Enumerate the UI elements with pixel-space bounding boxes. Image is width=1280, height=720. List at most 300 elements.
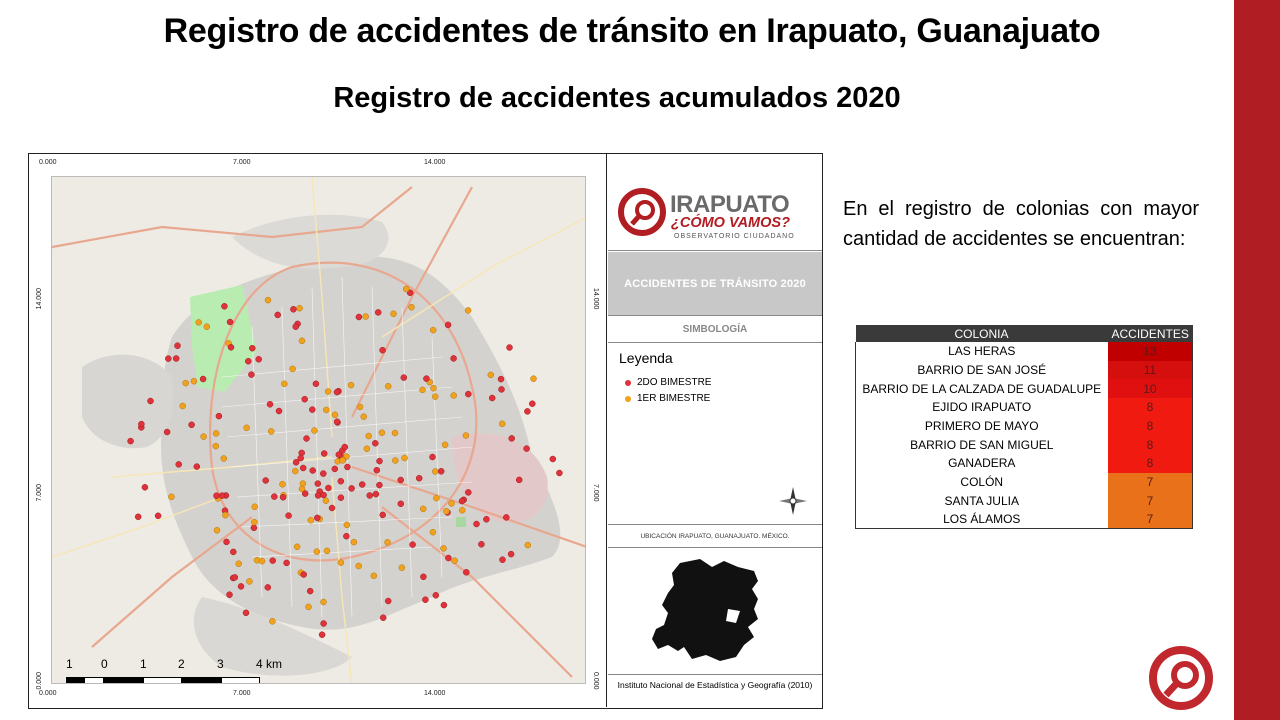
accident-point — [321, 492, 327, 498]
accidentes-cell: 7 — [1108, 510, 1193, 529]
accident-point — [432, 394, 438, 400]
accident-point — [246, 578, 252, 584]
accident-point — [392, 458, 398, 464]
accident-point — [409, 304, 415, 310]
accident-point — [228, 344, 234, 350]
accident-point — [356, 563, 362, 569]
accident-point — [265, 584, 271, 590]
colonia-cell: GANADERA — [856, 454, 1108, 473]
accident-point — [304, 436, 310, 442]
scale-label-3: 3 — [217, 657, 224, 671]
accident-point — [194, 464, 200, 470]
accident-point — [315, 493, 321, 499]
accident-point — [213, 443, 219, 449]
logo-main-text: IRAPUATO — [670, 191, 790, 218]
accident-point — [488, 372, 494, 378]
accident-point — [309, 407, 315, 413]
legend-item-1er — [625, 393, 710, 404]
accident-point — [401, 375, 407, 381]
accident-point — [270, 558, 276, 564]
scale-label-0: 0 — [101, 657, 108, 671]
map-title: ACCIDENTES DE TRÁNSITO 2020 — [624, 277, 806, 290]
accident-point — [338, 478, 344, 484]
accident-point — [363, 314, 369, 320]
accident-point — [263, 478, 269, 484]
right-brand-band — [1234, 0, 1280, 720]
observatory-logo-icon — [618, 188, 666, 236]
accident-point — [173, 356, 179, 362]
location-cell — [608, 526, 822, 548]
accident-point — [509, 435, 515, 441]
accident-point — [138, 421, 144, 427]
accident-point — [294, 544, 300, 550]
header-colonia: COLONIA — [856, 325, 1108, 342]
scale-seg — [104, 677, 143, 684]
accidentes-cell: 11 — [1108, 361, 1193, 380]
scale-bar — [66, 657, 300, 684]
accident-point — [164, 429, 170, 435]
accident-point — [338, 560, 344, 566]
accident-point — [323, 407, 329, 413]
accident-point — [227, 319, 233, 325]
accident-point — [357, 404, 363, 410]
coord-right-2: 0.000 — [592, 672, 599, 690]
accident-point — [375, 309, 381, 315]
accident-point — [465, 391, 471, 397]
accident-point — [325, 485, 331, 491]
accident-point — [292, 468, 298, 474]
coord-top-1: 7.000 — [233, 159, 251, 166]
simbologia-cell — [608, 317, 822, 343]
accident-point — [183, 380, 189, 386]
accident-point — [321, 599, 327, 605]
accident-point — [438, 468, 444, 474]
accident-point — [290, 306, 296, 312]
coord-right-1: 7.000 — [592, 484, 599, 502]
accident-point — [196, 319, 202, 325]
urban-area-west — [82, 355, 173, 449]
accident-point — [420, 574, 426, 580]
coord-right-0: 14.000 — [592, 288, 599, 310]
accident-point — [356, 314, 362, 320]
accident-point — [214, 493, 220, 499]
accident-point — [142, 484, 148, 490]
accident-point — [320, 471, 326, 477]
accident-point — [245, 358, 251, 364]
scale-label-4km: 4 km — [256, 657, 283, 671]
accident-point — [374, 467, 380, 473]
table-body — [856, 342, 1193, 529]
accident-point — [392, 430, 398, 436]
map-base-svg — [52, 177, 586, 684]
accident-point — [306, 604, 312, 610]
accident-point — [176, 461, 182, 467]
logo-sub-text: ¿CÓMO VAMOS? — [671, 215, 790, 231]
accident-point — [348, 382, 354, 388]
accident-point — [380, 347, 386, 353]
accident-point — [293, 459, 299, 465]
accident-point — [334, 389, 340, 395]
colonia-cell: EJIDO IRAPUATO — [856, 398, 1108, 417]
accident-point — [248, 372, 254, 378]
accident-point — [321, 451, 327, 457]
accident-point — [175, 343, 181, 349]
corner-logo-icon — [1144, 645, 1219, 710]
accident-point — [340, 457, 346, 463]
accident-point — [349, 485, 355, 491]
accident-point — [403, 286, 409, 292]
accident-point — [398, 501, 404, 507]
accident-point — [430, 454, 436, 460]
accident-point — [232, 574, 238, 580]
accident-point — [200, 376, 206, 382]
accident-point — [344, 464, 350, 470]
accident-point — [300, 481, 306, 487]
accident-point — [268, 428, 274, 434]
accident-point — [524, 446, 530, 452]
accident-point — [516, 477, 522, 483]
accident-point — [391, 311, 397, 317]
guanajuato-state-silhouette — [608, 549, 822, 675]
accident-point — [301, 572, 307, 578]
accident-point — [314, 549, 320, 555]
accident-point — [259, 558, 265, 564]
accident-point — [385, 383, 391, 389]
coord-top-0: 0.000 — [39, 159, 57, 166]
accident-point — [238, 583, 244, 589]
location-label: UBICACIÓN IRAPUATO, GUANAJUATO. MÉXICO. — [640, 533, 790, 540]
accident-point — [489, 395, 495, 401]
accident-point — [300, 465, 306, 471]
accidentes-cell: 8 — [1108, 454, 1193, 473]
accident-point — [416, 475, 422, 481]
scale-seg — [182, 677, 221, 684]
legend-title: Leyenda — [619, 350, 673, 366]
accident-point — [550, 456, 556, 462]
accident-point — [433, 592, 439, 598]
accident-point — [463, 569, 469, 575]
accident-point — [201, 434, 207, 440]
accident-point — [556, 470, 562, 476]
colonia-cell: PRIMERO DE MAYO — [856, 417, 1108, 436]
map-canvas[interactable] — [51, 176, 586, 684]
accident-point — [191, 378, 197, 384]
accident-point — [420, 387, 426, 393]
accident-point — [373, 491, 379, 497]
accidentes-cell: 8 — [1108, 398, 1193, 417]
accident-point — [338, 495, 344, 501]
accident-point — [293, 324, 299, 330]
accident-point — [478, 541, 484, 547]
accident-point — [307, 588, 313, 594]
accident-point — [189, 422, 195, 428]
accident-point — [168, 494, 174, 500]
map-frame — [29, 154, 607, 707]
accident-point — [342, 444, 348, 450]
accident-point — [379, 430, 385, 436]
coord-bottom-1: 7.000 — [233, 690, 251, 697]
colonia-cell: COLÓN — [856, 473, 1108, 492]
accident-point — [430, 529, 436, 535]
accident-point — [276, 408, 282, 414]
accident-point — [265, 297, 271, 303]
accident-point — [230, 549, 236, 555]
scale-label-1: 1 — [140, 657, 147, 671]
accident-point — [180, 403, 186, 409]
accident-point — [281, 381, 287, 387]
accident-point — [508, 551, 514, 557]
accident-point — [499, 386, 505, 392]
accidentes-cell: 8 — [1108, 417, 1193, 436]
accident-point — [271, 494, 277, 500]
table-row — [856, 417, 1193, 436]
source-label: Instituto Nacional de Estadística y Geografía (2010) — [617, 680, 813, 690]
accident-point — [498, 376, 504, 382]
accident-point — [474, 521, 480, 527]
table-row — [856, 473, 1193, 492]
accident-point — [155, 513, 161, 519]
accident-point — [219, 493, 225, 499]
accident-point — [324, 548, 330, 554]
table-row — [856, 361, 1193, 380]
north-arrow-icon — [778, 486, 808, 516]
table-row — [856, 492, 1193, 511]
coord-bottom-0: 0.000 — [39, 690, 57, 697]
accident-point — [280, 494, 286, 500]
accident-point — [128, 438, 134, 444]
red-dot-icon — [625, 380, 631, 386]
description-text: En el registro de colonias con mayor cantidad de accidentes se encuentran: — [843, 198, 1199, 250]
accident-point — [299, 450, 305, 456]
coord-left-0: 14.000 — [36, 288, 43, 310]
accident-point — [445, 322, 451, 328]
accident-point — [499, 421, 505, 427]
legend-item-label: 1ER BIMESTRE — [637, 393, 711, 404]
colonia-cell: SANTA JULIA — [856, 492, 1108, 511]
orange-dot-icon — [625, 396, 631, 402]
accident-point — [361, 414, 367, 420]
accident-point — [213, 430, 219, 436]
accident-point — [343, 533, 349, 539]
accident-point — [531, 376, 537, 382]
accident-point — [165, 356, 171, 362]
accident-point — [431, 385, 437, 391]
accident-point — [319, 632, 325, 638]
accident-point — [442, 442, 448, 448]
accident-point — [380, 615, 386, 621]
accident-point — [465, 489, 471, 495]
accident-point — [432, 469, 438, 475]
scale-seg — [143, 677, 182, 684]
accident-point — [410, 542, 416, 548]
coord-left-2: 0.000 — [36, 672, 43, 690]
accidentes-cell: 13 — [1108, 342, 1193, 361]
table-row — [856, 342, 1193, 361]
accident-point — [204, 324, 210, 330]
accident-point — [459, 507, 465, 513]
map-sheet — [28, 153, 823, 709]
table-row — [856, 398, 1193, 417]
accidentes-cell: 7 — [1108, 492, 1193, 511]
accident-point — [252, 504, 258, 510]
accident-point — [214, 527, 220, 533]
accident-point — [366, 433, 372, 439]
accident-point — [385, 539, 391, 545]
accident-point — [433, 495, 439, 501]
accident-point — [311, 428, 317, 434]
accident-point — [244, 425, 250, 431]
source-cell — [608, 676, 822, 707]
accident-point — [441, 545, 447, 551]
table-row — [856, 510, 1193, 529]
accident-point — [216, 413, 222, 419]
accident-point — [221, 456, 227, 462]
accidentes-cell: 8 — [1108, 435, 1193, 454]
accidentes-cell: 10 — [1108, 379, 1193, 398]
accident-point — [500, 557, 506, 563]
scale-label-1a: 1 — [66, 657, 73, 671]
scale-seg — [66, 677, 84, 684]
accident-point — [284, 560, 290, 566]
accident-point — [399, 565, 405, 571]
table-row — [856, 454, 1193, 473]
accident-point — [351, 539, 357, 545]
accident-point — [290, 366, 296, 372]
accident-point — [227, 592, 233, 598]
accident-point — [302, 396, 308, 402]
map-title-cell — [608, 252, 822, 316]
accident-point — [371, 573, 377, 579]
accident-point — [443, 508, 449, 514]
accident-point — [298, 455, 304, 461]
accident-point — [299, 338, 305, 344]
accident-point — [251, 525, 257, 531]
accident-point — [459, 498, 465, 504]
accident-point — [398, 477, 404, 483]
header-accidentes: ACCIDENTES — [1108, 325, 1193, 342]
accident-point — [376, 482, 382, 488]
accident-point — [315, 481, 321, 487]
legend-item-2do — [625, 377, 711, 388]
table-row — [856, 379, 1193, 398]
scale-seg — [221, 677, 260, 684]
colonia-cell: BARRIO DE SAN JOSÉ — [856, 361, 1108, 380]
accident-point — [148, 398, 154, 404]
accident-point — [372, 440, 378, 446]
logo-cell — [608, 154, 822, 251]
accident-point — [325, 389, 331, 395]
accident-point — [445, 555, 451, 561]
accident-point — [249, 345, 255, 351]
coord-left-1: 7.000 — [36, 484, 43, 502]
accident-point — [336, 452, 342, 458]
table-header-row — [856, 325, 1193, 342]
urban-area-north — [232, 215, 388, 269]
colonia-cell: BARRIO DE SAN MIGUEL — [856, 435, 1108, 454]
accident-point — [269, 618, 275, 624]
accident-point — [449, 500, 455, 506]
accident-point — [302, 491, 308, 497]
accident-point — [256, 356, 262, 362]
accident-point — [313, 381, 319, 387]
accident-point — [430, 327, 436, 333]
accident-point — [314, 515, 320, 521]
accident-point — [529, 401, 535, 407]
accident-point — [221, 303, 227, 309]
table-row — [856, 435, 1193, 454]
accident-point — [380, 512, 386, 518]
scale-seg — [84, 677, 104, 684]
accident-point — [323, 498, 329, 504]
accident-point — [308, 517, 314, 523]
accident-point — [422, 597, 428, 603]
accident-point — [524, 408, 530, 414]
accident-point — [332, 466, 338, 472]
accident-point — [243, 610, 249, 616]
accident-point — [385, 598, 391, 604]
accident-point — [451, 393, 457, 399]
accident-point — [222, 512, 228, 518]
page-subtitle: Registro de accidentes acumulados 2020 — [333, 82, 901, 114]
accident-point — [525, 542, 531, 548]
accident-point — [224, 539, 230, 545]
accident-point — [503, 514, 509, 520]
accident-point — [135, 514, 141, 520]
map-side-panel — [608, 154, 822, 707]
accident-point — [377, 458, 383, 464]
green-small — [456, 517, 466, 527]
accident-point — [364, 446, 370, 452]
accident-point — [465, 307, 471, 313]
accident-point — [452, 558, 458, 564]
colonia-cell: LAS HERAS — [856, 342, 1108, 361]
legend — [608, 344, 822, 525]
colonia-cell: LOS ÁLAMOS — [856, 510, 1108, 529]
accident-point — [507, 345, 513, 351]
accident-point — [275, 312, 281, 318]
accident-point — [310, 468, 316, 474]
accident-point — [402, 455, 408, 461]
coord-bottom-2: 14.000 — [424, 690, 446, 697]
accident-point — [236, 561, 242, 567]
accident-point — [367, 493, 373, 499]
accident-point — [332, 412, 338, 418]
accident-point — [321, 621, 327, 627]
simbologia-label: SIMBOLOGÍA — [682, 324, 748, 335]
accident-point — [451, 355, 457, 361]
scale-label-2: 2 — [178, 657, 185, 671]
accident-point — [423, 376, 429, 382]
state-map-cell — [608, 549, 822, 675]
accident-point — [359, 482, 365, 488]
accident-point — [297, 305, 303, 311]
accident-point — [267, 401, 273, 407]
accident-point — [463, 433, 469, 439]
accidents-table — [855, 325, 1193, 529]
accident-point — [483, 516, 489, 522]
accident-point — [344, 522, 350, 528]
accident-point — [441, 602, 447, 608]
accident-point — [280, 481, 286, 487]
accident-point — [251, 519, 257, 525]
logo-tagline: OBSERVATORIO CIUDADANO — [674, 233, 795, 240]
coord-top-2: 14.000 — [424, 159, 446, 166]
legend-item-label: 2DO BIMESTRE — [637, 377, 712, 388]
accident-point — [286, 513, 292, 519]
page-title: Registro de accidentes de tránsito en Irapuato, Guanajuato — [163, 12, 1101, 50]
accident-point — [329, 505, 335, 511]
accident-point — [420, 506, 426, 512]
